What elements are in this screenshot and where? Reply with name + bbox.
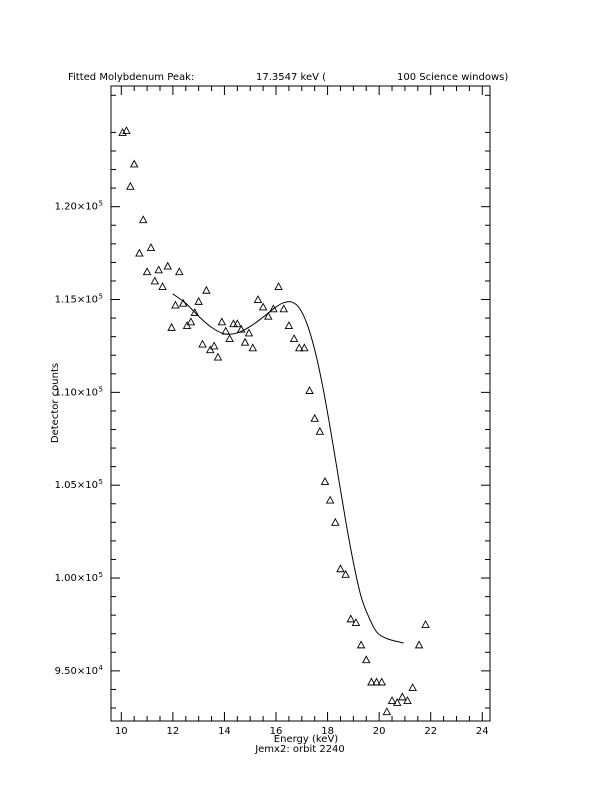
data-point	[151, 277, 158, 284]
data-point	[249, 344, 256, 351]
x-tick-label: 18	[321, 726, 334, 737]
data-point	[383, 708, 390, 715]
data-point	[172, 302, 179, 309]
data-point	[363, 656, 370, 663]
data-point	[337, 565, 344, 572]
data-point	[168, 324, 175, 331]
data-point	[245, 329, 252, 336]
data-point	[416, 641, 423, 648]
chart-subtitle: Jemx2: orbit 2240	[255, 744, 345, 755]
chart-title-value: 17.3547 keV (	[256, 72, 327, 83]
data-point	[311, 415, 318, 422]
data-point	[195, 298, 202, 305]
data-point	[203, 287, 210, 294]
data-point	[422, 621, 429, 628]
data-point	[291, 335, 298, 342]
data-points	[119, 127, 429, 715]
x-tick-label: 22	[424, 726, 438, 737]
data-point	[155, 266, 162, 273]
data-point	[358, 641, 365, 648]
y-tick-exponent: 5	[98, 292, 103, 301]
data-point	[131, 160, 138, 167]
data-point	[332, 519, 339, 526]
x-tick-label: 24	[475, 726, 489, 737]
data-point	[260, 303, 267, 310]
data-point	[409, 684, 416, 691]
data-point	[127, 183, 134, 190]
data-point	[254, 296, 261, 303]
y-tick-exponent: 5	[98, 571, 103, 580]
data-point	[389, 697, 396, 704]
data-point	[218, 318, 225, 325]
y-tick-label: 1.10×10	[54, 387, 98, 399]
y-tick-exponent: 4	[98, 663, 103, 672]
x-tick-label: 12	[166, 726, 180, 737]
data-point	[321, 478, 328, 485]
data-point	[140, 216, 147, 223]
data-point	[207, 346, 214, 353]
data-point	[226, 335, 233, 342]
data-point	[147, 244, 154, 251]
data-point	[176, 268, 183, 275]
x-axis-label: Energy (keV)	[273, 734, 339, 745]
plot-frame	[111, 86, 490, 721]
data-point	[123, 127, 130, 134]
data-point	[275, 283, 282, 290]
data-point	[285, 322, 292, 329]
x-tick-label: 20	[372, 726, 386, 737]
y-tick-exponent: 5	[98, 478, 103, 487]
y-axis-tick-labels	[55, 200, 104, 677]
y-tick-label: 1.00×10	[54, 573, 98, 585]
y-tick-exponent: 5	[98, 199, 103, 208]
y-tick-label: 9.50×10	[54, 665, 98, 677]
y-tick-label: 1.05×10	[54, 480, 98, 492]
data-point	[280, 305, 287, 312]
x-tick-label: 10	[114, 726, 128, 737]
y-tick-label: 1.15×10	[54, 294, 98, 306]
data-point	[242, 339, 249, 346]
x-tick-label: 16	[269, 726, 283, 737]
data-point	[265, 313, 272, 320]
data-point	[214, 354, 221, 361]
chart-title-left: Fitted Molybdenum Peak:	[68, 72, 195, 83]
fit-curve	[173, 294, 404, 643]
chart-title-right: 100 Science windows)	[397, 72, 509, 83]
data-point	[159, 283, 166, 290]
x-tick-label: 14	[218, 726, 231, 737]
y-tick-exponent: 5	[98, 385, 103, 394]
data-point	[164, 263, 171, 270]
y-axis-label: Detector counts	[50, 362, 61, 444]
data-point	[399, 693, 406, 700]
data-point	[184, 322, 191, 329]
data-point	[347, 615, 354, 622]
data-point	[316, 428, 323, 435]
data-point	[306, 387, 313, 394]
data-point	[199, 341, 206, 348]
data-point	[136, 250, 143, 256]
y-tick-label: 1.20×10	[54, 201, 98, 213]
y-axis-ticks	[111, 95, 490, 708]
data-point	[327, 497, 334, 504]
data-point	[144, 268, 151, 275]
